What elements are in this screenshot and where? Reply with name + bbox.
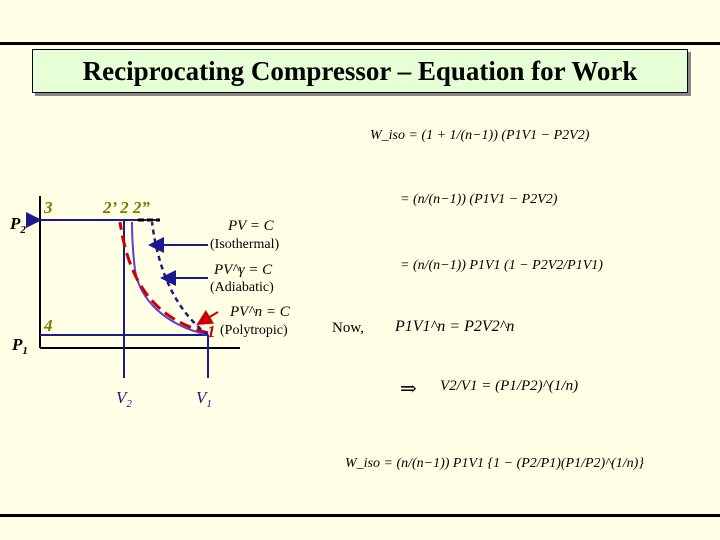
polytropic-label: (Polytropic) [220,323,288,338]
v1-label: $V_1$ [196,388,212,410]
p1-label: $P_1$ [12,335,28,357]
w-iso-eq-3: = (n/(n−1)) P1V1 (1 − P2V2/P1V1) [400,258,603,273]
p2-label: $P_2$ [10,214,26,236]
points-2-label: 2’ 2 2” [103,198,150,217]
w-iso-eq-1: W_iso = (1 + 1/(n−1)) (P1V1 − P2V2) [370,128,590,143]
implies-symbol: ⇒ [400,378,417,400]
pv-iso-eq: PV = C [228,218,274,234]
slide-title: Reciprocating Compressor – Equation for Work [82,55,638,86]
pv-n-eq: PV^n = C [230,304,290,320]
v2-label: $V_2$ [116,388,132,410]
ratio-eq: V2/V1 = (P1/P2)^(1/n) [440,378,579,394]
point-3-label: 3 [44,198,53,217]
point-1-label: 1 [207,322,216,341]
adiabatic-label: (Adiabatic) [210,280,274,295]
w-iso-eq-2: = (n/(n−1)) (P1V1 − P2V2) [400,192,558,207]
relation-eq: P1V1^n = P2V2^n [395,318,515,335]
pv-gamma-eq: PV^γ = C [214,262,273,278]
point-4-label: 4 [44,316,53,335]
now-label: Now, [332,320,364,336]
final-eq: W_iso = (n/(n−1)) P1V1 {1 − (P2/P1)(P1/P2)^(1/n)} [345,456,644,471]
isothermal-label: (Isothermal) [210,237,280,252]
